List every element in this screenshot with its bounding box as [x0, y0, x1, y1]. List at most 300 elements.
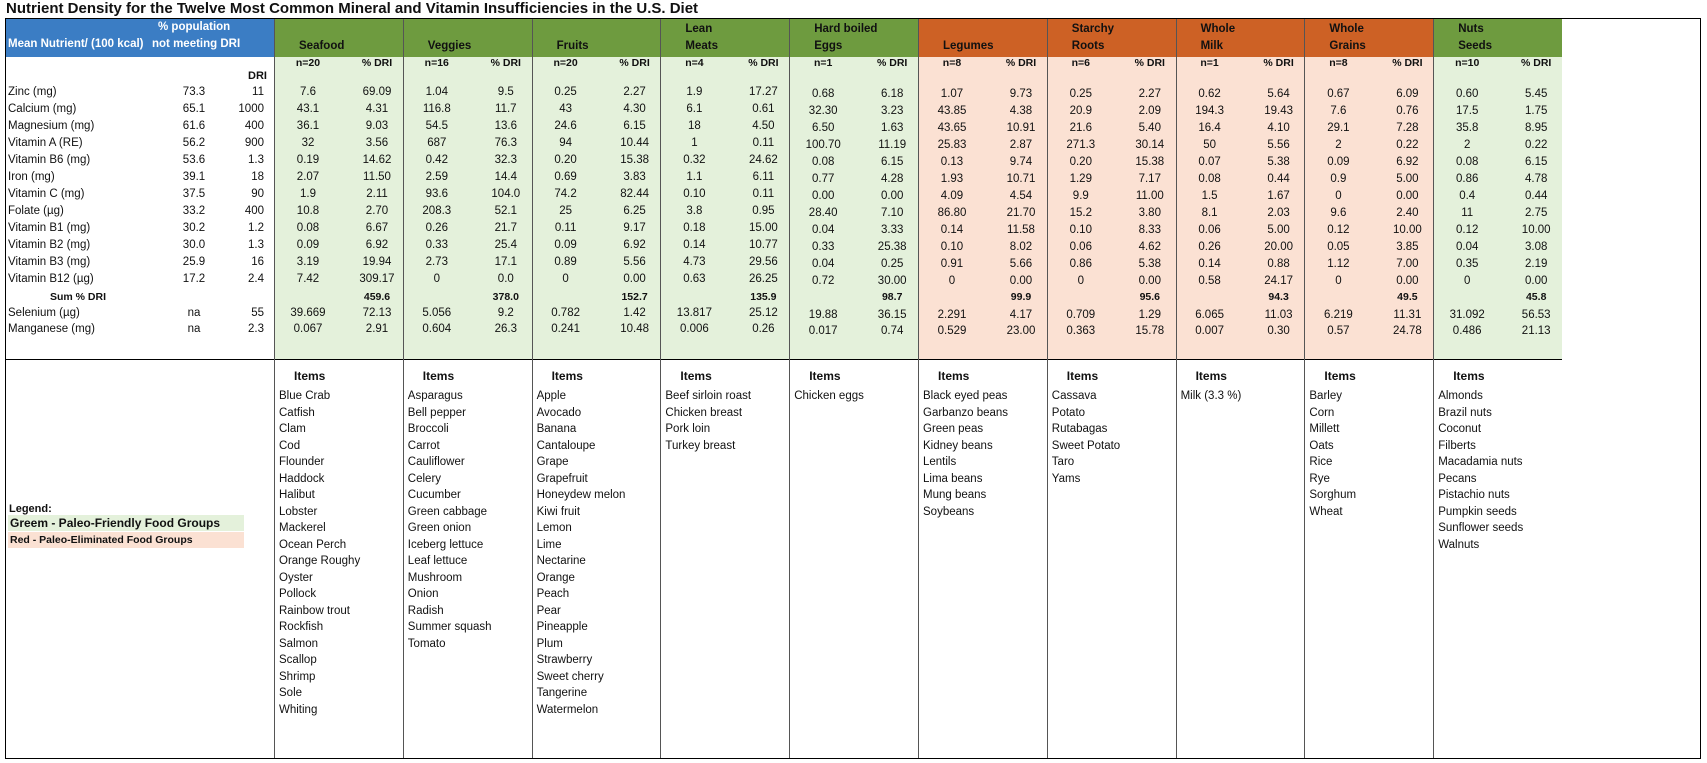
food-item: Brazil nuts	[1438, 406, 1492, 419]
nutrient-value: 0.08	[1455, 156, 1479, 168]
nutrient-value: 7.42	[296, 273, 320, 285]
food-item: Sorghum	[1309, 489, 1357, 501]
food-item: Green peas	[923, 423, 984, 435]
nutrient-value: 0.06	[1198, 224, 1221, 236]
pct-dri-value: 4.50	[752, 120, 775, 132]
pct-dri-value: 0.25	[880, 258, 904, 270]
food-item: Pineapple	[536, 621, 588, 633]
food-item: Cod	[279, 439, 301, 452]
nutrient-value: 94	[559, 137, 572, 149]
food-item: Soybeans	[923, 505, 975, 518]
food-group-column	[403, 19, 532, 758]
nutrient-value: 7.6	[1330, 105, 1347, 117]
legend-green: Greem - Paleo-Friendly Food Groups	[8, 515, 244, 531]
nutrient-value: 9.6	[1330, 207, 1347, 219]
sum-label: Sum % DRI	[50, 291, 107, 303]
food-group-values	[1434, 57, 1562, 359]
pct-dri-value: 5.00	[1267, 224, 1290, 236]
food-group-name: Seafood	[299, 40, 345, 52]
food-group-values	[661, 57, 789, 359]
sample-count: n=4	[685, 57, 704, 69]
food-item: Millett	[1309, 423, 1340, 435]
food-group-name: Veggies	[427, 40, 472, 52]
nutrient-value: 0.067	[293, 323, 323, 335]
food-item: Carrot	[407, 439, 440, 452]
nutrient-value: 0.33	[425, 239, 448, 251]
pct-dri-value: 10.44	[620, 137, 649, 149]
mean-nutrient-label: Mean Nutrient/ (100 kcal)	[8, 38, 144, 50]
food-item: Lima beans	[923, 472, 983, 485]
food-item: Barley	[1309, 390, 1342, 402]
food-group-column	[1176, 19, 1305, 758]
sample-count: n=20	[295, 57, 321, 69]
food-item: Haddock	[279, 472, 325, 485]
food-item: Clam	[279, 423, 306, 435]
nutrient-table	[5, 18, 1701, 759]
food-group-name-line1: Hard boiled	[814, 23, 878, 35]
table-separator	[1434, 359, 1562, 360]
nutrient-value: 208.3	[422, 205, 452, 217]
food-item: Grapefruit	[536, 472, 588, 485]
pct-dri-value: 82.44	[620, 188, 649, 200]
pct-dri-value: 11.7	[495, 103, 517, 115]
items-header: Items	[938, 369, 970, 383]
food-group-name: Meats	[685, 40, 718, 52]
food-item: Pistachio nuts	[1438, 489, 1510, 501]
food-item: Green onion	[407, 522, 472, 534]
pct-dri-value: 14.62	[362, 154, 392, 166]
pct-dri-value: 26.3	[494, 323, 517, 335]
nutrient-value: 0	[433, 273, 440, 285]
food-group-name-line1: Whole	[1200, 23, 1236, 35]
sum-pct-dri: 94.3	[1268, 291, 1289, 303]
pct-dri-value: 24.62	[749, 154, 778, 166]
pct-dri-value: 0.22	[1396, 139, 1419, 151]
pct-dri-value: 15.38	[620, 154, 649, 166]
nutrient-value: 0.04	[811, 224, 835, 236]
nutrient-dri: 55	[251, 307, 264, 319]
pct-dri-value: 15.38	[1135, 156, 1165, 168]
nutrient-label-column	[6, 19, 274, 758]
nutrient-value: 1.1	[686, 171, 703, 183]
nutrient-dri: 2.3	[248, 323, 264, 335]
pct-dri-value: 2.40	[1396, 207, 1419, 219]
food-item: Black eyed peas	[923, 390, 1008, 402]
food-group-values	[1177, 57, 1305, 359]
sample-count: n=1	[813, 57, 833, 69]
pct-dri-value: 4.54	[1009, 190, 1033, 202]
food-item: Lobster	[279, 505, 318, 518]
nutrient-value: 32.30	[808, 105, 838, 117]
pct-dri-value: 9.5	[497, 86, 514, 98]
food-group-column	[1047, 19, 1176, 758]
nutrient-value: 0.86	[1069, 258, 1092, 270]
nutrient-value: 2.73	[425, 256, 448, 268]
food-item: Pumpkin seeds	[1438, 505, 1517, 518]
food-item: Oyster	[279, 571, 313, 584]
legend-red: Red - Paleo-Eliminated Food Groups	[8, 532, 244, 548]
food-group-header	[1305, 19, 1433, 57]
pct-dri-value: 8.95	[1524, 122, 1548, 134]
pct-dri-value: 10.91	[1006, 122, 1036, 134]
pct-dri-value: 5.66	[1009, 258, 1033, 270]
pct-dri-value: 7.17	[1138, 173, 1161, 185]
food-item: Macadamia nuts	[1438, 456, 1523, 468]
table-separator	[661, 359, 789, 360]
food-item: Walnuts	[1438, 538, 1480, 551]
nutrient-value: 0.68	[811, 88, 835, 100]
nutrient-value: 1.07	[940, 88, 964, 100]
food-item: Blue Crab	[279, 390, 331, 402]
nutrient-value: 11	[1461, 207, 1474, 219]
legend-title: Legend:	[9, 503, 52, 515]
items-header: Items	[422, 369, 455, 383]
food-item: Leaf lettuce	[407, 555, 468, 567]
pct-dri-value: 9.74	[1009, 156, 1033, 168]
pct-dri-value: 6.92	[623, 239, 646, 251]
pct-dri-value: 8.33	[1138, 224, 1161, 236]
items-header: Items	[551, 369, 583, 383]
nutrient-value: 43.65	[937, 122, 967, 134]
nutrient-value: 13.817	[676, 307, 712, 319]
food-group-column	[789, 19, 918, 758]
food-item: Orange	[536, 571, 575, 584]
nutrient-value: 0.00	[811, 190, 835, 202]
nutrient-value: 0	[948, 275, 956, 287]
nutrient-value: 0.86	[1455, 173, 1479, 185]
nutrient-value: 0.006	[680, 323, 709, 335]
pct-dri-value: 30.14	[1135, 139, 1165, 151]
nutrient-value: 25	[559, 205, 572, 217]
food-item: Pecans	[1438, 472, 1477, 485]
sum-pct-dri: 459.6	[363, 291, 391, 303]
nutrient-dri: 900	[244, 137, 264, 149]
nutrient-name: Calcium (mg)	[8, 103, 77, 115]
nutrient-value: 1	[691, 137, 698, 149]
nutrient-value: 15.2	[1069, 207, 1092, 219]
pct-dri-value: 0.11	[752, 188, 775, 200]
dri-header: DRI	[248, 70, 267, 82]
nutrient-value: 0.486	[1452, 325, 1482, 337]
food-item: Onion	[407, 588, 439, 600]
food-group-column	[274, 19, 403, 758]
nutrient-dri: 400	[244, 120, 264, 132]
table-separator	[790, 359, 918, 360]
nutrient-value: 0.25	[1069, 88, 1092, 100]
nutrient-value: 0.09	[554, 239, 577, 251]
pct-dri-value: 0.22	[1524, 139, 1548, 151]
pct-dri-value: 9.2	[497, 307, 514, 319]
food-item: Pork loin	[665, 423, 711, 435]
pct-dri-value: 14.4	[494, 171, 517, 183]
nutrient-value: 0.017	[808, 325, 838, 337]
nutrient-pct-population: 25.9	[182, 256, 206, 268]
food-item: Banana	[536, 423, 577, 435]
sum-pct-dri: 49.5	[1397, 291, 1418, 303]
nutrient-value: 0.10	[683, 188, 706, 200]
pct-dri-value: 6.92	[1396, 156, 1419, 168]
food-item: Nectarine	[536, 555, 586, 567]
food-item: Ocean Perch	[279, 538, 347, 551]
nutrient-value: 0.9	[1330, 173, 1347, 185]
food-group-name-line1: Lean	[685, 23, 713, 35]
pct-dri-value: 4.31	[365, 103, 389, 115]
nutrient-value: 19.88	[808, 309, 838, 321]
pct-dri-value: 5.00	[1396, 173, 1419, 185]
pct-dri-value: 1.75	[1524, 105, 1548, 117]
nutrient-value: 0.69	[554, 171, 577, 183]
pct-dri-value: 10.00	[1393, 224, 1422, 236]
food-group-name: Milk	[1200, 40, 1223, 52]
food-item: Plum	[536, 637, 563, 650]
pct-dri-value: 21.70	[1006, 207, 1036, 219]
food-item: Corn	[1309, 406, 1335, 419]
nutrient-value: 0.09	[1327, 156, 1350, 168]
pct-dri-value: 15.78	[1135, 325, 1165, 337]
nutrient-value: 3.8	[686, 205, 703, 217]
table-separator	[404, 359, 532, 360]
nutrient-value: 74.2	[554, 188, 577, 200]
nutrient-pct-population: 53.6	[182, 154, 206, 166]
pct-dri-header: % DRI	[1263, 57, 1294, 69]
items-header: Items	[1066, 369, 1099, 383]
nutrient-value: 54.5	[425, 120, 448, 132]
pct-dri-value: 3.56	[365, 137, 389, 149]
nutrient-value: 0.14	[1198, 258, 1221, 270]
nutrient-value: 0.11	[554, 222, 577, 234]
pct-dri-value: 2.19	[1524, 258, 1548, 270]
pct-dri-value: 2.11	[366, 188, 388, 200]
sum-pct-dri: 152.7	[621, 291, 648, 303]
food-group-header	[790, 19, 918, 57]
nutrient-value: 6.219	[1324, 309, 1353, 321]
nutrient-value: 1.12	[1327, 258, 1350, 270]
food-item: Flounder	[279, 456, 325, 468]
pct-dri-header: % DRI	[490, 57, 521, 69]
sample-count: n=8	[1329, 57, 1348, 69]
nutrient-value: 0.26	[425, 222, 448, 234]
nutrient-value: 35.8	[1455, 122, 1479, 134]
food-group-values	[790, 57, 918, 359]
sample-count: n=8	[942, 57, 962, 69]
pct-dri-value: 19.94	[362, 256, 392, 268]
pct-dri-header: % DRI	[877, 57, 908, 69]
pct-dri-value: 1.63	[880, 122, 904, 134]
food-item: Asparagus	[407, 390, 463, 402]
pct-dri-value: 6.92	[365, 239, 389, 251]
nutrient-name: Vitamin B3 (mg)	[8, 256, 91, 268]
nutrient-value: 20.9	[1069, 105, 1092, 117]
food-item: Rainbow trout	[279, 604, 350, 617]
food-item: Coconut	[1438, 423, 1482, 435]
pct-dri-value: 25.12	[749, 307, 778, 319]
pct-dri-value: 9.73	[1009, 88, 1033, 100]
nutrient-pct-population: na	[187, 323, 201, 335]
page-title: Nutrient Density for the Twelve Most Common Mineral and Vitamin Insufficiencies in the U.S. Diet	[6, 0, 699, 17]
pct-dri-value: 36.15	[877, 309, 907, 321]
nutrient-value: 43.1	[296, 103, 320, 115]
pct-dri-value: 72.13	[362, 307, 392, 319]
food-group-header	[919, 19, 1047, 57]
pct-dri-value: 11.00	[1135, 190, 1164, 202]
pct-dri-value: 32.3	[494, 154, 517, 166]
pct-dri-value: 6.15	[880, 156, 904, 168]
food-item: Bell pepper	[407, 406, 466, 419]
food-group-column	[1433, 19, 1562, 758]
pct-dri-value: 21.7	[494, 222, 517, 234]
food-item: Chicken breast	[665, 406, 743, 419]
nutrient-dri: 11	[252, 86, 264, 98]
nutrient-value: 687	[427, 137, 447, 149]
nutrient-value: 6.1	[686, 103, 703, 115]
pct-dri-value: 29.56	[749, 256, 778, 268]
nutrient-value: 5.056	[422, 307, 452, 319]
food-item: Pollock	[279, 588, 317, 600]
nutrient-value: 43.85	[937, 105, 967, 117]
nutrient-value: 0.91	[940, 258, 964, 270]
nutrient-dri: 16	[251, 256, 264, 268]
food-group-values	[1305, 57, 1433, 359]
food-group-name-line1: Nuts	[1458, 23, 1484, 35]
pct-dri-value: 4.28	[880, 173, 904, 185]
nutrient-value: 86.80	[937, 207, 967, 219]
food-item: Sweet Potato	[1051, 439, 1121, 452]
food-group-header	[1434, 19, 1562, 57]
food-item: Halibut	[279, 489, 315, 501]
pct-dri-value: 3.83	[623, 171, 646, 183]
nutrient-value: 1.9	[686, 86, 703, 98]
pct-dri-value: 11.50	[363, 171, 391, 183]
food-item: Mushroom	[407, 571, 463, 584]
pct-dri-value: 104.0	[491, 188, 521, 200]
pct-dri-value: 0.76	[1396, 105, 1419, 117]
pct-dri-value: 1.29	[1138, 309, 1161, 321]
nutrient-value: 194.3	[1195, 105, 1224, 117]
food-group-header	[1048, 19, 1176, 57]
pct-dri-value: 5.56	[623, 256, 646, 268]
food-item: Cassava	[1051, 390, 1097, 402]
nutrient-value: 8.1	[1201, 207, 1218, 219]
nutrient-dri: 18	[251, 171, 264, 183]
pct-dri-value: 3.80	[1138, 207, 1161, 219]
nutrient-value: 116.8	[422, 103, 451, 115]
pct-dri-header: % DRI	[361, 57, 393, 69]
food-item: Orange Roughy	[279, 555, 361, 567]
food-group-values	[404, 57, 532, 359]
items-header: Items	[1195, 369, 1227, 383]
nutrient-value: 2	[1335, 139, 1342, 151]
pct-dri-value: 24.17	[1264, 275, 1293, 287]
food-group-name: Eggs	[814, 40, 843, 52]
pct-dri-value: 25.38	[877, 241, 907, 253]
nutrient-dri: 1000	[238, 103, 264, 115]
nutrient-value: 0.42	[425, 154, 448, 166]
food-item: Whiting	[279, 703, 318, 716]
food-group-name: Seeds	[1458, 40, 1493, 52]
nutrient-name: Vitamin B1 (mg)	[8, 222, 91, 234]
pct-dri-value: 5.64	[1267, 88, 1290, 100]
pct-dri-value: 0.61	[752, 103, 775, 115]
pct-dri-value: 19.43	[1264, 105, 1293, 117]
pct-dri-value: 3.85	[1396, 241, 1419, 253]
food-group-name-line1: Starchy	[1071, 23, 1114, 35]
food-item: Oats	[1309, 439, 1334, 452]
nutrient-value: 0	[1335, 190, 1342, 202]
table-separator	[1305, 359, 1433, 360]
pct-dri-value: 10.48	[620, 323, 649, 335]
pct-dri-value: 2.03	[1267, 207, 1290, 219]
nutrient-dri: 2.4	[248, 273, 264, 285]
pct-dri-header: % DRI	[619, 57, 650, 69]
food-item: Wheat	[1309, 505, 1343, 518]
nutrient-value: 3.19	[296, 256, 320, 268]
pct-dri-value: 0.95	[752, 205, 775, 217]
pct-dri-value: 11.31	[1393, 309, 1422, 321]
nutrient-value: 0.06	[1069, 241, 1092, 253]
sum-pct-dri: 98.7	[881, 291, 903, 303]
nutrient-name: Vitamin B2 (mg)	[8, 239, 91, 251]
pct-dri-value: 15.00	[749, 222, 778, 234]
nutrient-pct-population: 65.1	[182, 103, 206, 115]
food-group-values	[1048, 57, 1176, 359]
pct-dri-value: 76.3	[494, 137, 517, 149]
sum-pct-dri: 45.8	[1525, 291, 1547, 303]
nutrient-dri: 1.2	[248, 222, 264, 234]
nutrient-pct-population: 61.6	[182, 120, 206, 132]
food-item: Taro	[1051, 456, 1075, 468]
nutrient-value: 271.3	[1066, 139, 1096, 151]
pct-dri-value: 2.27	[1138, 88, 1161, 100]
nutrient-value: 16.4	[1198, 122, 1221, 134]
food-group-header	[661, 19, 789, 57]
pct-dri-value: 3.33	[880, 224, 904, 236]
pct-dri-value: 1.42	[623, 307, 646, 319]
pct-dri-value: 10.77	[749, 239, 778, 251]
nutrient-name: Vitamin B6 (mg)	[8, 154, 91, 166]
nutrient-name: Folate (µg)	[8, 205, 64, 217]
pct-dri-value: 4.62	[1138, 241, 1161, 253]
nutrient-pct-population: 17.2	[182, 273, 206, 285]
nutrient-value: 1.5	[1201, 190, 1218, 202]
pct-dri-value: 11.19	[878, 139, 907, 151]
items-header: Items	[680, 369, 712, 383]
food-item: Avocado	[536, 406, 582, 419]
nutrient-value: 2	[1463, 139, 1471, 151]
sample-count: n=16	[424, 57, 449, 69]
nutrient-value: 100.70	[805, 139, 841, 151]
food-item: Rockfish	[279, 621, 324, 633]
nutrient-value: 0	[1335, 275, 1342, 287]
nutrient-value: 0.529	[937, 325, 967, 337]
nutrient-value: 29.1	[1327, 122, 1350, 134]
pct-dri-value: 21.13	[1521, 325, 1551, 337]
nutrient-pct-population: 30.0	[182, 239, 206, 251]
food-item: Broccoli	[407, 423, 449, 435]
nutrient-name: Vitamin C (mg)	[8, 188, 85, 200]
food-group-header	[404, 19, 532, 57]
pct-dri-value: 4.78	[1524, 173, 1548, 185]
pct-dri-value: 17.27	[749, 86, 778, 98]
food-group-values	[275, 57, 403, 359]
nutrient-dri: 90	[251, 188, 264, 200]
nutrient-dri: 1.3	[248, 239, 264, 251]
nutrient-rows	[6, 57, 274, 359]
nutrient-value: 0.007	[1195, 325, 1224, 337]
food-item: Milk (3.3 %)	[1180, 390, 1242, 402]
food-group-name: Legumes	[943, 40, 994, 52]
pct-dri-value: 4.30	[623, 103, 646, 115]
nutrient-value: 6.065	[1195, 309, 1224, 321]
